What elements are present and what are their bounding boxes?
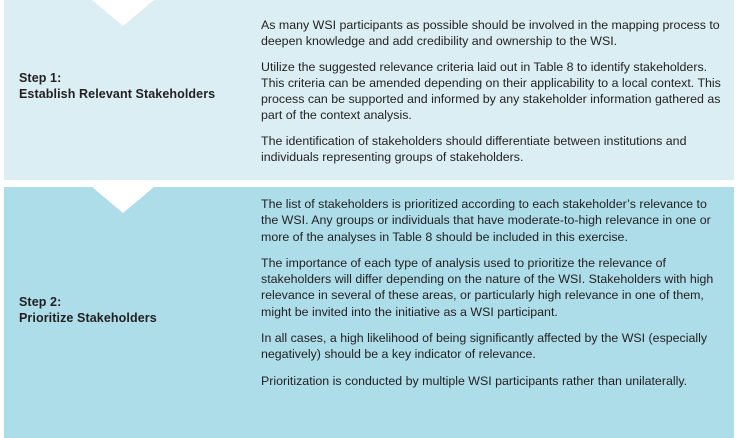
step-2-label xyxy=(19,294,157,326)
step-2-paragraph: In all cases, a high likelihood of being significantly affected by the WSI (especially negatively) should be a key indicator of relevance. xyxy=(261,331,708,362)
step-2-description xyxy=(261,196,723,399)
step-2-number: Step 2: xyxy=(19,295,62,309)
step-1-title: Establish Relevant Stakeholders xyxy=(19,87,216,101)
step-2-title: Prioritize Stakeholders xyxy=(19,311,157,325)
step-1-number: Step 1: xyxy=(19,71,62,85)
step-2-panel xyxy=(4,187,734,438)
step-1-paragraph: The identification of stakeholders should differentiate between institutions and individuals representing groups of stakeholders. xyxy=(261,133,687,165)
step-1-description xyxy=(261,17,723,174)
step-1-paragraph: Utilize the suggested relevance criteria laid out in Table 8 to identify stakeholders. This criteria can be amended depending on their applicability to a local context. This process can be supported and informed by any stakeholder information gathered as part of the context analysis. xyxy=(261,59,721,123)
notch-decoration xyxy=(92,0,154,26)
step-2-paragraph: Prioritization is conducted by multiple WSI participants rather than unilaterally. xyxy=(261,373,688,388)
step-2-paragraph: The list of stakeholders is prioritized according to each stakeholder’s relevance to the WSI. Any groups or individuals that have moderate-to-high relevance in one or more of the analyses in Table 8 should be included in this exercise. xyxy=(261,197,711,244)
step-2-paragraph: The importance of each type of analysis used to prioritize the relevance of stakeholders will differ depending on the nature of the WSI. Stakeholders with high relevance in several of these areas, or particularly high relevance in one of them, might be invited into the initiative as a WSI participant. xyxy=(261,255,714,319)
step-1-label xyxy=(19,70,215,102)
step-1-paragraph: As many WSI participants as possible should be involved in the mapping process to deepen knowledge and add credibility and ownership to the WSI. xyxy=(261,18,720,49)
notch-decoration xyxy=(92,187,154,213)
step-1-panel xyxy=(4,0,734,180)
